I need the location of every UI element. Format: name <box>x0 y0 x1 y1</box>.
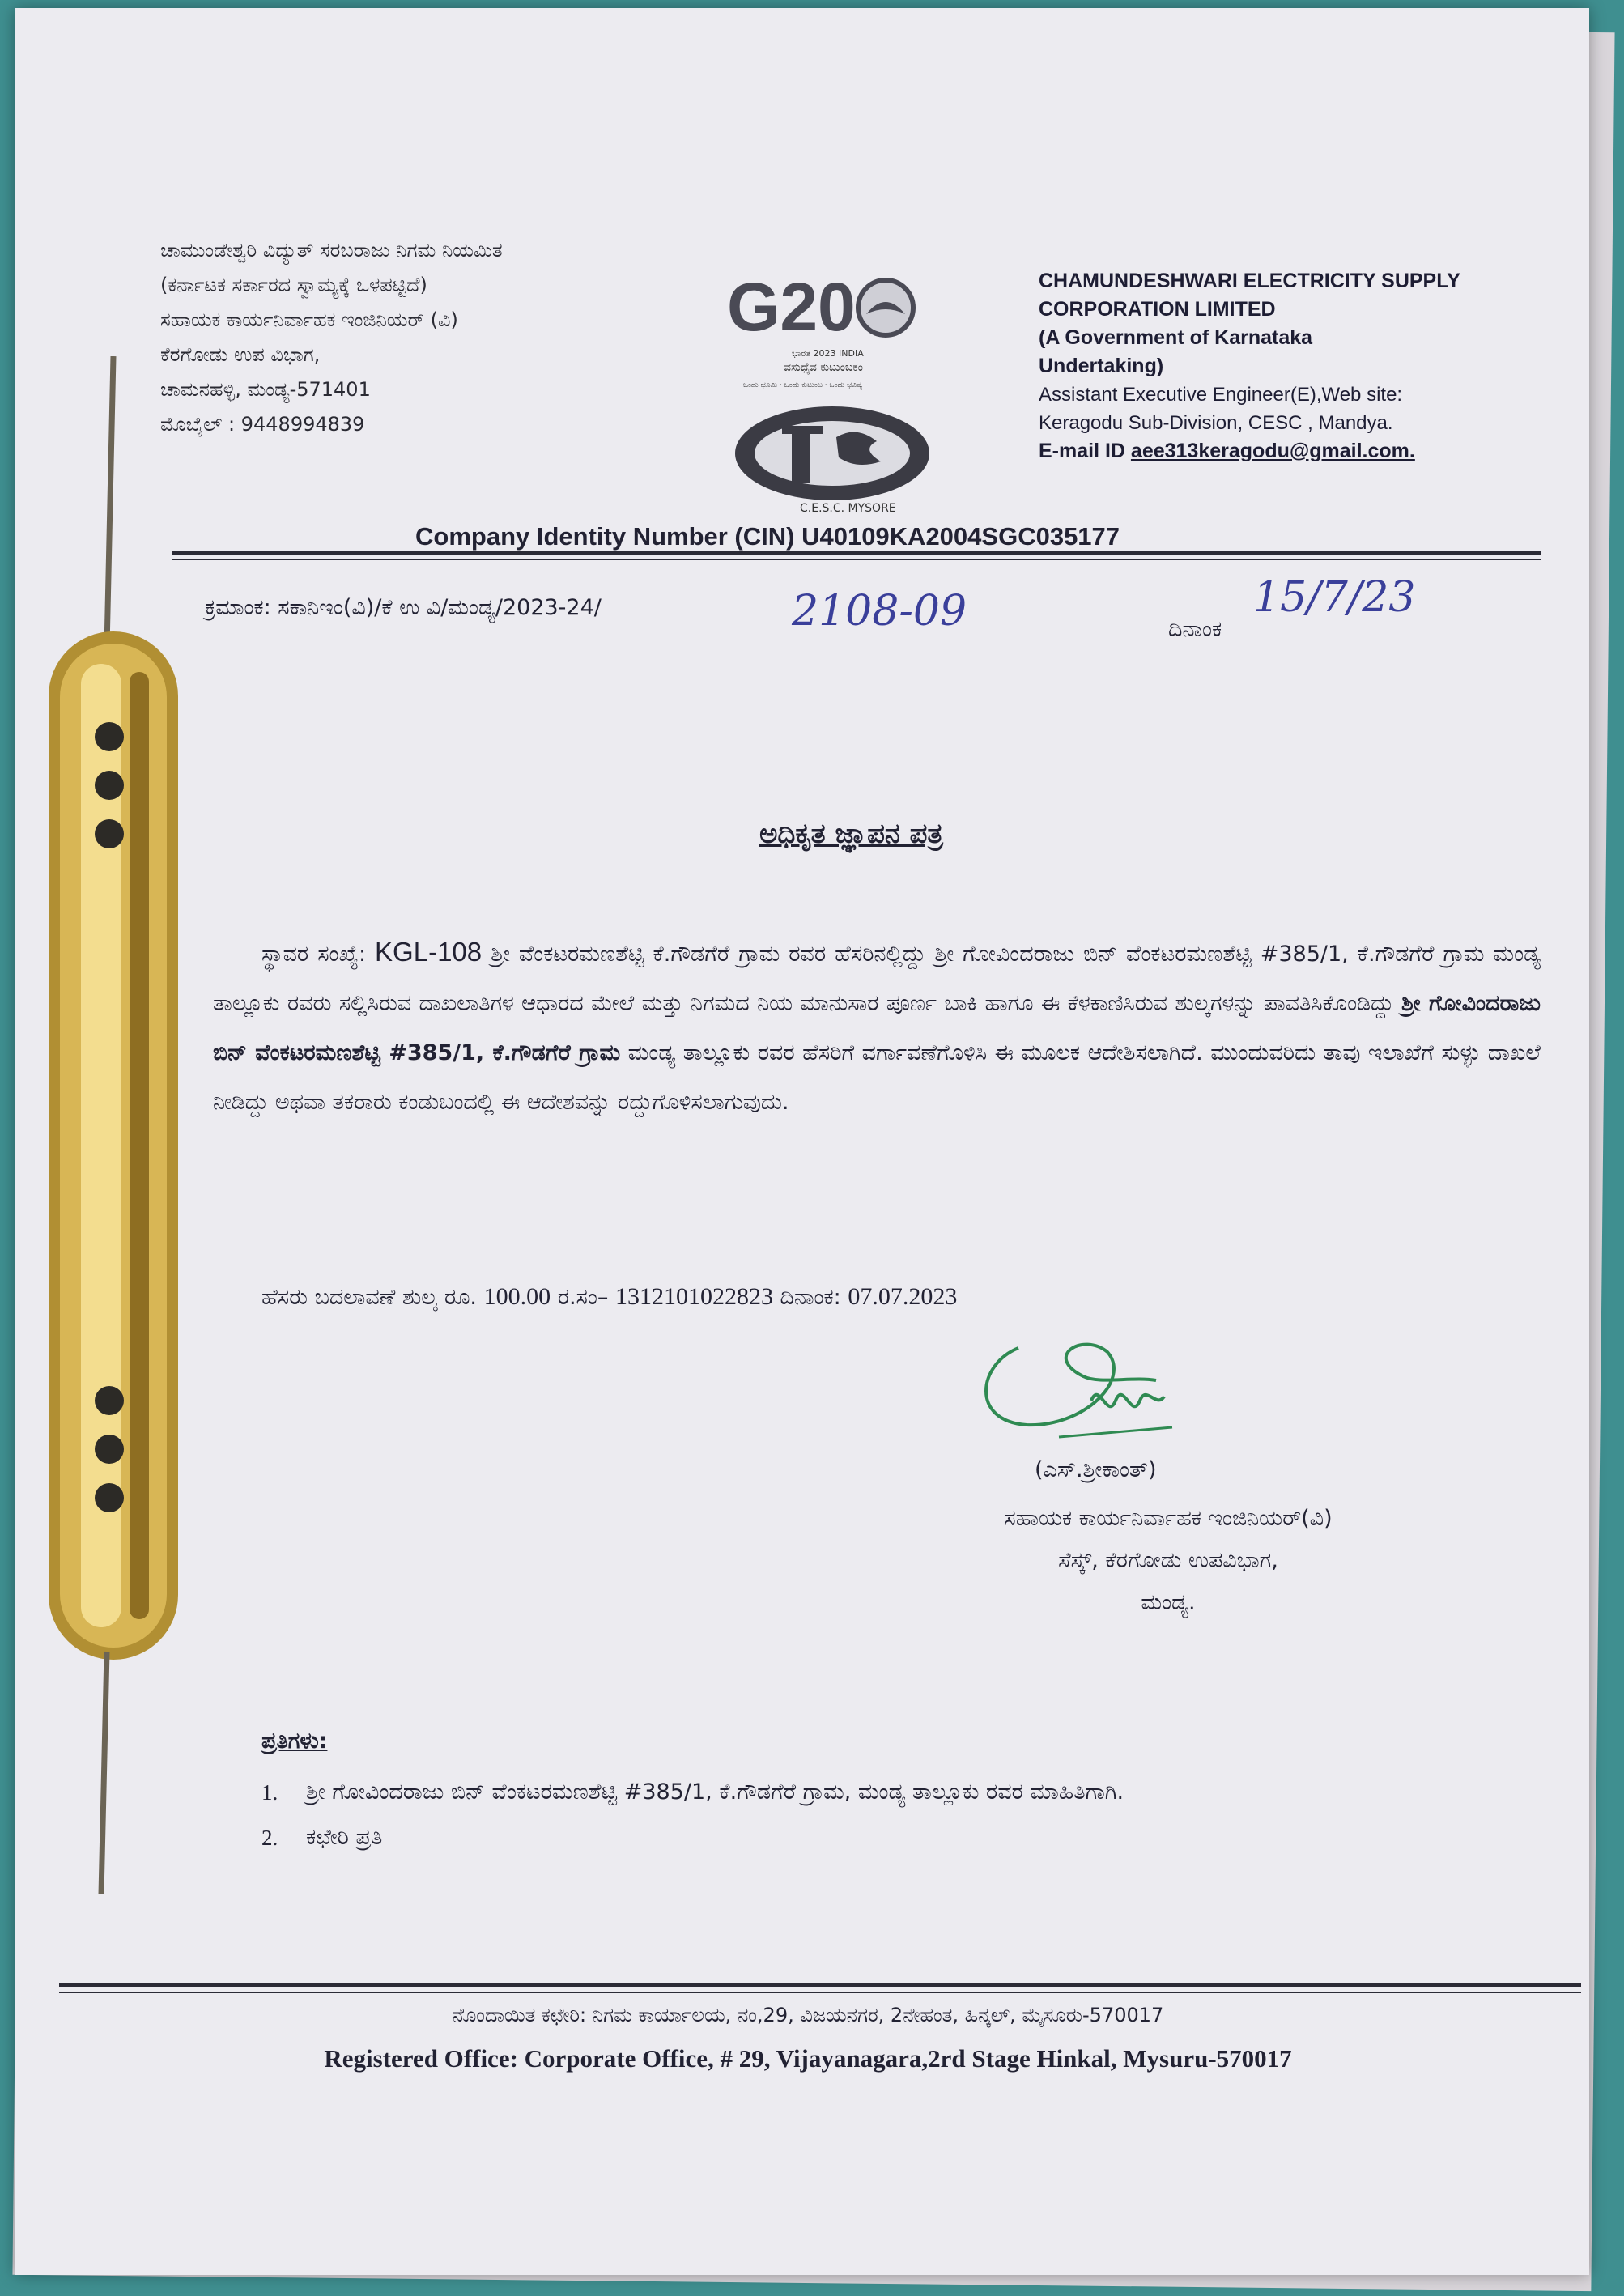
company-name: CHAMUNDESHWARI ELECTRICITY SUPPLY <box>1039 270 1460 292</box>
footer-rule-thin <box>59 1992 1581 1993</box>
header-left-line: ಕೆರಗೋಡು ಉಪ ವಿಭಾಗ, <box>160 343 321 366</box>
subdivision-line: Keragodu Sub-Division, CESC , Mandya. <box>1039 412 1393 434</box>
header-left-line: ಚಾಮನಹಳ್ಳಿ, ಮಂಡ್ಯ-571401 <box>160 378 371 401</box>
body-part-a: ಸ್ಥಾವರ ಸಂಖ್ಯೆ: <box>261 942 376 967</box>
govt-line: (A Government of Karnataka <box>1039 326 1313 349</box>
header-rule <box>172 551 1541 555</box>
reference-number-handwritten: 2108-09 <box>792 587 967 636</box>
document-title: ಅಧಿಕೃತ ಜ್ಞಾಪನ ಪತ್ರ <box>759 818 943 850</box>
header-right-english <box>1039 267 1557 466</box>
signatory-designation: ಸಹಾಯಕ ಕಾರ್ಯನಿರ್ವಾಹಕ ಇಂಜಿನಿಯರ್(ವಿ) <box>1004 1506 1333 1531</box>
signatory-place: ಮಂಡ್ಯ. <box>1141 1590 1196 1615</box>
header-left-line: ಮೊಬೈಲ್ : 9448994839 <box>160 413 365 436</box>
cesc-emblem <box>735 406 929 515</box>
body-part-b: ಶ್ರೀ ವೆಂಕಟರಮಣಶೆಟ್ಟಿ ಕೆ.ಗೌಡಗೆರೆ ಗ್ರಾಮ ರವರ ಹೆಸರಿನಲ್ಲಿದ್ದು ಶ್ರೀ ಗೋವಿಂದರಾಜು ಬಿನ್ ವೆಂಕಟರಮಣಶೆಟ್ಟಿ #385/1, ಕೆ.ಗೌಡಗೆರೆ ಗ್ರಾಮ ಮಂಡ್ಯ ತಾಲ್ಲೂಕು ರವರು ಸಲ್ಲಿಸಿರುವ ದಾಖಲಾತಿಗಳ ಆಧಾರದ ಮೇಲೆ ಮತ್ತು ನಿಗಮದ ನಿಯ ಮಾನುಸಾರ ಪೂರ್ಣ ಬಾಕಿ ಹಾಗೂ ಈ ಕೆಳಕಾಣಿಸಿರುವ ಶುಲ್ಕಗಳನ್ನು ಪಾವತಿಸಿಕೊಂಡಿದ್ದು <box>213 942 1541 1016</box>
body-bold-name: ಶ್ರೀ ಗೋವಿಂದರಾಜು ಬಿನ್ ವೆಂಕಟರಮಣಶೆಟ್ಟಿ #385/1, ಕೆ.ಗೌಡಗೆರೆ ಗ್ರಾಮ <box>213 991 1541 1065</box>
signatory-details <box>885 1498 1452 1624</box>
g20-sub2: ವಸುಧೈವ ಕುಟುಂಬಕಂ <box>784 361 863 374</box>
copy-item-text: ಶ್ರೀ ಗೋವಿಂದರಾಜು ಬಿನ್ ವೆಂಕಟರಮಣಶೆಟ್ಟಿ #385/1, ಕೆ.ಗೌಡಗೆರೆ ಗ್ರಾಮ, ಮಂಡ್ಯ ತಾಲ್ಲೂಕು ರವರ ಮಾಹಿತಿಗಾಗಿ. <box>306 1779 1124 1805</box>
header-left-line: ಚಾಮುಂಡೇಶ್ವರಿ ವಿದ್ಯುತ್ ಸರಬರಾಜು ನಿಗಮ ನಿಯಮಿತ <box>160 239 503 261</box>
header-left-kannada <box>160 233 687 442</box>
receipt-label: ರ.ಸಂ– <box>551 1285 615 1310</box>
copies-heading: ಪ್ರತಿಗಳು: <box>261 1728 328 1754</box>
copy-item-number: 2. <box>261 1826 278 1850</box>
copy-item <box>261 1773 1395 1812</box>
date-label: ದಿನಾಂಕ <box>1168 617 1222 642</box>
footer-rule <box>59 1983 1581 1987</box>
footer-english: Registered Office: Corporate Office, # 29, Vijayanagara,2rd Stage Hinkal, Mysuru-570017 <box>324 2044 1292 2073</box>
copies-list <box>261 1773 1395 1857</box>
receipt-number: 1312101022823 <box>614 1283 773 1310</box>
email-line <box>1039 437 1557 466</box>
g20-sub3: ಒಂದು ಭೂಮಿ · ಒಂದು ಕುಟುಂಬ · ಒಂದು ಭವಿಷ್ಯ <box>743 381 863 389</box>
body-part-c: ಮಂಡ್ಯ ತಾಲ್ಲೂಕು ರವರ ಹೆಸರಿಗೆ ವರ್ಗಾವಣೆಗೊಳಿಸಿ ಈ ಮೂಲಕ ಆದೇಶಿಸಲಾಗಿದೆ. ಮುಂದುವರಿದು ತಾವು ಇಲಾಖೆಗೆ ಸುಳ್ಳು ದಾಖಲೆ ನೀಡಿದ್ದು ಅಥವಾ ತಕರಾರು ಕಂಡುಬಂದಲ್ಲಿ ಈ ಆದೇಶವನ್ನು ರದ್ದುಗೊಳಿಸಲಾಗುವುದು. <box>213 1040 1541 1115</box>
header-rule-thin <box>172 559 1541 560</box>
govt-line-2: Undertaking) <box>1039 355 1164 377</box>
header-left-line: ಸಹಾಯಕ ಕಾರ್ಯನಿರ್ವಾಹಕ ಇಂಜಿನಿಯರ್ (ವಿ) <box>160 308 458 331</box>
copy-item <box>261 1818 1395 1857</box>
copy-item-text: ಕಛೇರಿ ಪ್ರತಿ <box>306 1825 383 1850</box>
copy-item-number: 1. <box>261 1780 278 1805</box>
cesc-ring-text: C.E.S.C. MYSORE <box>800 502 896 515</box>
body-paragraph <box>213 927 1541 1127</box>
fee-line <box>261 1283 957 1311</box>
logos <box>695 275 954 518</box>
fee-date-label: ದಿನಾಂಕ: <box>772 1285 848 1310</box>
header-left-line: (ಕರ್ನಾಟಕ ಸರ್ಕಾರದ ಸ್ವಾಮ್ಯಕ್ಕೆ ಒಳಪಟ್ಟಿದೆ) <box>160 274 427 296</box>
g20-sub1: ಭಾರತ 2023 INDIA <box>792 348 864 359</box>
signatory-name: (ಎಸ್.ಶ್ರೀಕಾಂತ್) <box>1035 1457 1157 1482</box>
fee-label: ಹೆಸರು ಬದಲಾವಣೆ ಶುಲ್ಕ ರೂ. <box>261 1285 484 1310</box>
g20-mark: G20 <box>727 275 856 345</box>
email-link[interactable]: aee313keragodu@gmail.com. <box>1130 440 1415 462</box>
signature <box>970 1332 1180 1445</box>
binder-clip <box>32 356 194 1894</box>
installation-number: KGL-108 <box>375 937 483 967</box>
cin-line: Company Identity Number (CIN) U40109KA2004SGC035177 <box>415 522 1120 551</box>
email-label: E-mail ID <box>1039 440 1131 462</box>
company-name-2: CORPORATION LIMITED <box>1039 298 1276 321</box>
reference-label: ಕ್ರಮಾಂಕ: ಸಕಾನಿಇಂ(ವಿ)/ಕೆ ಉ ವಿ/ಮಂಡ್ಯ/2023-24/ <box>205 595 602 620</box>
date-handwritten: 15/7/23 <box>1253 573 1416 622</box>
office-line: Assistant Executive Engineer(E),Web site: <box>1039 384 1403 406</box>
signatory-office: ಸೆಸ್ಕ್, ಕೆರಗೋಡು ಉಪವಿಭಾಗ, <box>1058 1548 1278 1573</box>
letter-page <box>15 8 1589 2275</box>
fee-date: 07.07.2023 <box>848 1283 958 1310</box>
g20-logo <box>695 275 954 518</box>
fee-amount: 100.00 <box>483 1283 551 1310</box>
footer-kannada: ನೊಂದಾಯಿತ ಕಛೇರಿ: ನಿಗಮ ಕಾರ್ಯಾಲಯ, ನಂ,29, ವಿಜಯನಗರ, 2ನೇಹಂತ, ಹಿನ್ಕಲ್, ಮೈಸೂರು-570017 <box>452 2004 1164 2026</box>
